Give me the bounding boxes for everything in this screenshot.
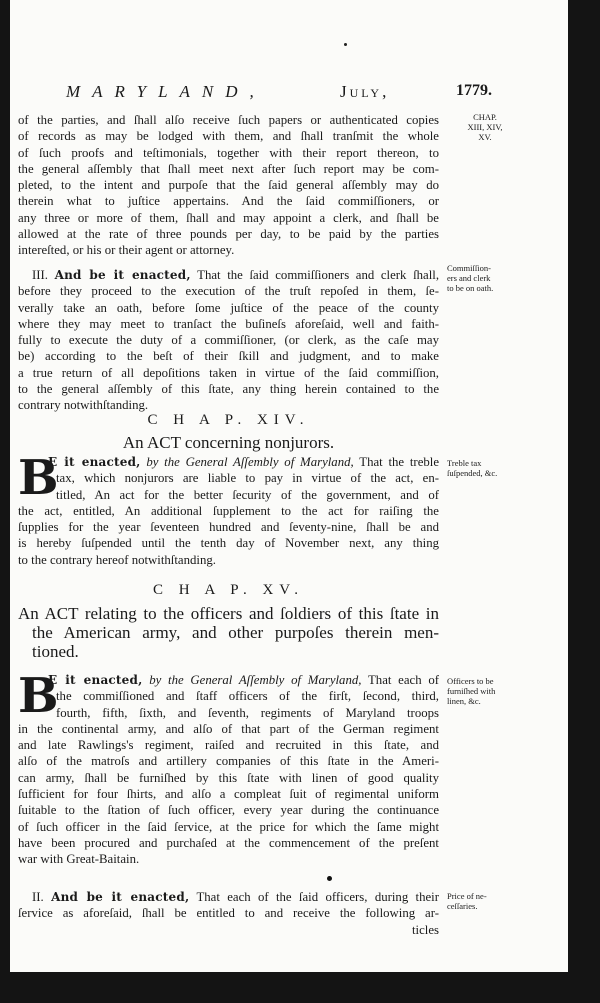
paragraph-5-first-line — [18, 889, 439, 905]
text-line: a true return of all depoſitions taken in virtue of the ſaid commiſſion, — [18, 365, 439, 380]
text-line: before they proceed to the execution of the truſt repoſed in them, ſe- — [18, 284, 439, 299]
text-line: titled, An act for the better ſecurity of the government, and of — [56, 487, 439, 502]
paragraph-2-lines — [18, 283, 439, 413]
text-line: ſupplies for the year ſeventeen hundred and ſeventy-nine, ſhall be and — [18, 520, 439, 535]
paragraph-2 — [18, 267, 439, 414]
margin-note-price — [447, 891, 517, 911]
running-head — [10, 82, 568, 102]
ink-dot — [327, 876, 332, 881]
document-page — [10, 0, 568, 972]
text-line: the act, entitled, An additional ſupplement to the act for raiſing the — [18, 503, 439, 518]
paragraph-3-lines — [18, 503, 439, 568]
paragraph-4-lines — [18, 721, 439, 868]
line-text: That the ſaid commiſſioners and clerk ſhall, — [197, 268, 440, 282]
text-line: to the contrary hereof notwithſtanding. — [18, 552, 216, 567]
paragraph-5-lines — [18, 905, 439, 921]
margin-note-officers — [447, 676, 517, 706]
paragraph-4-indented-lines — [18, 688, 439, 721]
paragraph-4 — [18, 668, 440, 868]
margin-note-line: ceſſaries. — [447, 901, 478, 911]
margin-note-line: Officers to be — [447, 676, 494, 686]
drop-cap: B — [18, 450, 59, 506]
ink-speck — [344, 43, 347, 46]
paragraph-4-first-line — [18, 672, 439, 688]
text-line: be) according to the beſt of their ſkill and judgment, and to make — [18, 349, 439, 364]
drop-cap: B — [18, 668, 59, 724]
line-text: That the treble — [359, 455, 440, 469]
act-title-line: tioned. — [32, 642, 79, 661]
margin-note-line: CHAP. — [473, 112, 497, 122]
running-head-state: MARYLAND, — [66, 82, 266, 101]
text-line: intereſted, or his or their agent or attorney. — [18, 243, 235, 258]
paragraph-2-first-line — [18, 267, 439, 283]
margin-note-line: Price of ne- — [447, 891, 487, 901]
catchword: ticles — [411, 922, 439, 937]
margin-note-line: furniſhed with — [447, 686, 496, 696]
assembly-clause: by the General Aſſembly of Maryland, — [149, 673, 362, 687]
act-title-nonjurors: An ACT concerning nonjurors. — [122, 433, 335, 452]
margin-note-line: XV. — [478, 132, 492, 142]
text-line: of ſuch proofs and teſtimonials, together with their report thereon, to — [18, 145, 439, 160]
section-number: III. — [32, 268, 48, 282]
margin-note-line: ers and clerk — [447, 273, 491, 283]
text-line: allowed at the rate of three pounds per day, to be paid by the parties — [18, 227, 439, 242]
margin-note-line: Treble tax — [447, 458, 482, 468]
paragraph-3-indented-lines — [18, 470, 439, 503]
text-line: fourth, fifth, ſixth, and ſeventh, regiments of Maryland troops — [56, 705, 439, 720]
paragraph-3 — [18, 450, 440, 568]
text-line: of the parties, and ſhall alſo receive ſuch papers or authenticated copies — [18, 113, 439, 127]
act-title-line: An ACT relating to the officers and ſoldiers of this ſtate in — [18, 604, 439, 623]
text-line: alſo of the matroſs and artillery companies of this ſtate in the Ameri- — [18, 754, 439, 769]
text-line: of ſuch officer in the ſaid ſervice, at the price for which the ſame might — [18, 819, 439, 834]
line-text: That each of — [367, 673, 440, 687]
text-line: verally take an oath, before ſome juſtice of the peace of the county — [18, 300, 439, 315]
chapter-heading-xiv: C H A P. XIV. — [147, 412, 310, 428]
enacting-clause: And be it enacted, — [54, 268, 191, 282]
text-line: ſuitable to the ſtation of ſuch officer, every year during the continuance — [18, 803, 439, 818]
text-line: war with Great-Baitain. — [18, 852, 140, 867]
text-line: of records as may be lodged with them, and ſhall tranſmit the whole — [18, 129, 439, 144]
text-line: fully to execute the duty of a commiſſioner, (or clerk, as the caſe may — [18, 333, 439, 348]
act-title-officers — [18, 604, 439, 661]
enacting-clause: E it enacted, — [48, 673, 143, 687]
assembly-clause: by the General Aſſembly of Maryland, — [146, 455, 354, 469]
text-line: the general aſſembly that ſhall meet next after ſuch report may be com- — [18, 161, 439, 176]
act-title-line: the American army, and other purpoſes therein men- — [32, 623, 439, 642]
margin-note-line: XIII, XIV, — [467, 122, 503, 132]
margin-note-line: to be on oath. — [447, 283, 494, 293]
text-line: in the continental army, and alſo of that part of the German regiment — [18, 721, 439, 736]
text-line: tax, which nonjurors are liable to pay in virtue of the act, en- — [56, 471, 439, 486]
paragraph-5 — [18, 889, 439, 938]
text-line: any three or more of them, ſhall and may appoint a clerk, and ſhall be — [18, 210, 439, 225]
text-line: can army, ſhall be furniſhed by this ſtate with linen of good quality — [18, 770, 439, 785]
line-text: That each of the ſaid officers, during their — [196, 890, 440, 904]
text-line: to the general aſſembly of this ſtate, any thing herein contained to the — [18, 382, 439, 397]
paragraph-1 — [18, 112, 439, 259]
text-line: where they may meet to tranſact the buſineſs aforeſaid, well and faith- — [18, 316, 439, 331]
margin-note-line: linen, &c. — [447, 696, 481, 706]
text-line: the commiſſioned and ſtaff officers of the firſt, ſecond, third, — [56, 689, 439, 704]
margin-note-treble-tax — [447, 458, 517, 478]
margin-note-line: ſuſpended, &c. — [447, 468, 498, 478]
running-head-year: 1779. — [456, 82, 492, 99]
text-line: therein what to juſtice appertains. And the ſaid commiſſioners, or — [18, 194, 439, 209]
margin-note-line: Commiſſion- — [447, 263, 491, 273]
chapter-heading-xv: C H A P. XV. — [153, 582, 304, 598]
text-line: pleted, to the intent and purpoſe that the ſaid general aſſembly may do — [18, 178, 439, 193]
margin-note-chap — [456, 112, 514, 142]
text-line: contrary notwithſtanding. — [18, 398, 149, 413]
enacting-clause: E it enacted, — [48, 455, 141, 469]
text-line: and late Rawlings's regiment, raiſed and recruited in this ſtate, and — [18, 738, 439, 753]
text-line: ſufficient for four ſhirts, and alſo a compleat ſuit of regimental uniform — [18, 787, 439, 802]
running-head-month: July, — [340, 82, 390, 101]
text-line: have been procured and purchaſed at the commencement of the preſent — [18, 835, 439, 850]
paragraph-3-first-line — [18, 454, 439, 470]
margin-note-commissioners — [447, 263, 517, 293]
text-line: is hereby ſuſpended until the tenth day of November next, any thing — [18, 536, 439, 551]
enacting-clause: And be it enacted, — [51, 890, 190, 904]
section-number: II. — [32, 890, 44, 904]
text-line: ſervice as aforeſaid, ſhall be entitled to and receive the following ar- — [18, 906, 439, 921]
